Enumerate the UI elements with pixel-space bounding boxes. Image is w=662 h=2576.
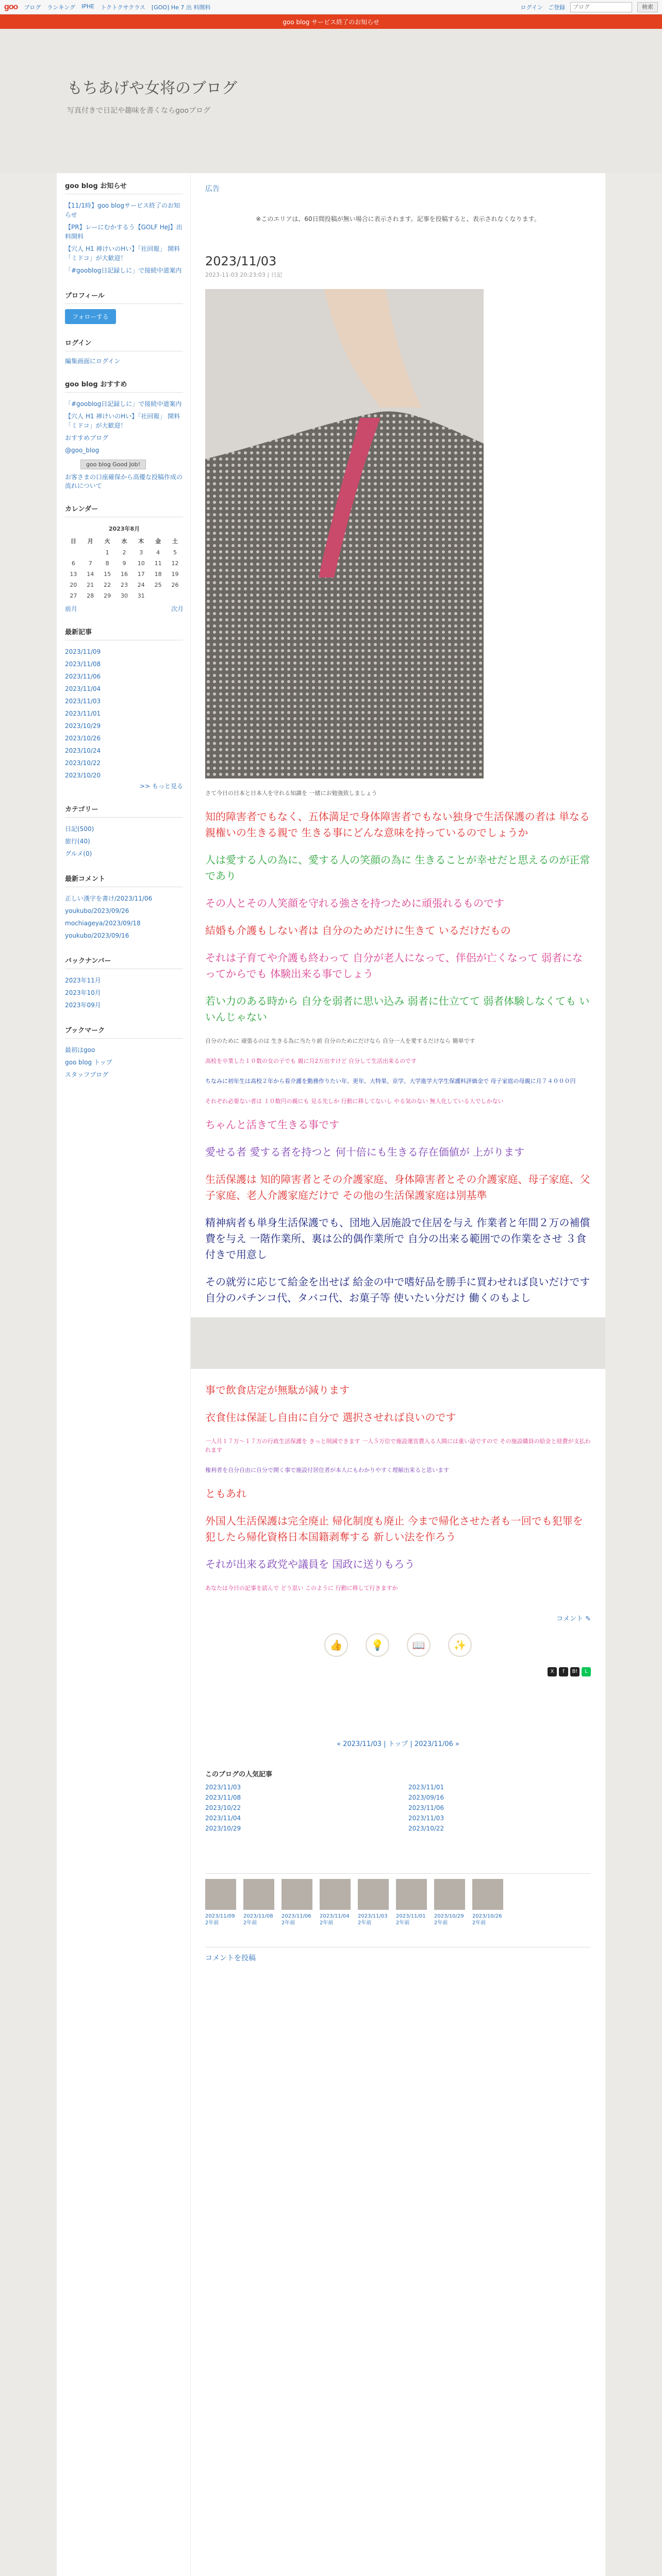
recent-post-link[interactable]: 2023/11/01 xyxy=(65,710,101,717)
recent-post-link[interactable]: 2023/11/08 xyxy=(65,660,101,668)
post-para: 外国人生活保護は完全廃止 帰化制度も廃止 今まで帰化させた者も一回でも犯罪を犯したら帰化資格日本国籍剥奪する 新しい法を作ろう xyxy=(205,1515,583,1544)
recommend-link[interactable]: おすすめブログ xyxy=(65,434,109,442)
calendar-body xyxy=(65,547,184,601)
notice-item-link[interactable]: 【PR】レーにむかするう【GOLF HeJ】出 料開料 xyxy=(65,224,183,240)
top-links xyxy=(24,3,210,11)
post-para: その就労に応じて給金を出せば 給金の中で嗜好品を勝手に買わせれば良いだけです 自分のパチンコ代、タバコ代、お菓子等 使いたい分だけ 働くのもよし xyxy=(205,1276,590,1304)
blog-header xyxy=(0,29,662,173)
sidebar xyxy=(57,173,191,2576)
recommend-item xyxy=(65,398,183,410)
latest-image-thumb[interactable] xyxy=(358,1879,389,1910)
recent-post-link[interactable]: 2023/11/06 xyxy=(65,673,101,680)
calendar-day[interactable]: 4 xyxy=(156,549,160,556)
latest-image-thumb[interactable] xyxy=(396,1879,427,1910)
post-intro: さて今日の日本と日本人を守れる知識を 一緒にお勉強致しましょう xyxy=(205,790,377,796)
top-right xyxy=(521,2,658,12)
share-facebook-icon[interactable]: f xyxy=(559,1667,568,1676)
main-content xyxy=(191,173,605,2576)
login-link[interactable]: ログイン xyxy=(520,4,543,11)
recommend-item xyxy=(65,432,183,444)
post-para: それぞれ必要ない者は １０数円の親にも 見る先しか 行動に移してないし やる気のない 無人化している人でしかない xyxy=(205,1098,504,1105)
calendar-section xyxy=(65,503,183,613)
content-wrap xyxy=(57,173,605,2576)
calendar-day[interactable]: 29 xyxy=(104,592,111,599)
latest-image-thumb[interactable] xyxy=(472,1879,503,1910)
popular-post-link[interactable]: 2023/09/16 xyxy=(408,1794,444,1802)
calendar-day[interactable]: 5 xyxy=(173,549,177,556)
latest-image-item[interactable] xyxy=(243,1879,274,1926)
share-hatena-icon[interactable]: B! xyxy=(570,1667,580,1676)
calendar-day[interactable]: 21 xyxy=(87,582,94,588)
ad-note: ※このエリアは、60日間投稿が無い場合に表示されます。記事を投稿すると、表示されなくなります。 xyxy=(256,215,540,223)
recent-post-link[interactable]: 2023/10/24 xyxy=(65,747,101,754)
post-para: それが出来る政党や議員を 国政に送りもろう xyxy=(205,1558,415,1571)
latest-image-label[interactable]: 2023/11/03 2年前 xyxy=(358,1913,388,1926)
latest-image-item[interactable] xyxy=(396,1879,427,1926)
latest-image-label[interactable]: 2023/10/29 2年前 xyxy=(434,1913,464,1926)
post-para: 高校を卒業した１０数の女の子でも 親に月2万出すけど 自分して生活出来るのです xyxy=(205,1058,417,1065)
notice-item[interactable] xyxy=(65,221,183,243)
post-para: ちゃんと活きて生きる事です xyxy=(205,1118,339,1131)
calendar-day[interactable]: 8 xyxy=(105,560,109,567)
cal-day: 火 xyxy=(104,538,110,545)
calendar-prev[interactable]: 前月 xyxy=(65,605,78,613)
popular-post-link[interactable]: 2023/11/03 xyxy=(205,1784,241,1791)
top-link-toku[interactable]: トクトクサクラス xyxy=(101,4,145,11)
calendar-day[interactable] xyxy=(167,590,184,601)
popular-list xyxy=(205,1784,591,1832)
category-section xyxy=(65,804,183,860)
latest-image-item[interactable] xyxy=(320,1879,351,1926)
profile-section xyxy=(65,290,183,324)
popular-title: このブログの人気記事 xyxy=(205,1771,273,1779)
comment-link-label[interactable]: コメント xyxy=(556,1615,583,1623)
service-notice-banner[interactable] xyxy=(0,14,662,29)
goodjob-badge[interactable]: goo blog Good Job! xyxy=(80,460,146,469)
top-bar xyxy=(0,0,662,14)
recommend-note-link[interactable]: お客さまの口座確保から高優な投稿作成の流れについて xyxy=(65,473,183,489)
recommend-link[interactable]: 「#gooblog日記録しに」で接続中道案内 xyxy=(65,400,182,408)
calendar xyxy=(65,522,184,601)
calendar-day[interactable]: 3 xyxy=(139,549,143,556)
popular-posts xyxy=(205,1769,591,1832)
notice-item-link[interactable]: 「#gooblog日記録しに」で接続中道案内 xyxy=(65,267,182,274)
popular-post-link[interactable]: 2023/11/01 xyxy=(408,1784,444,1791)
calendar-day[interactable]: 1 xyxy=(105,549,109,556)
reaction-suteki[interactable]: ✨ xyxy=(448,1633,472,1657)
calendar-day[interactable]: 22 xyxy=(104,582,111,588)
backnumber-link[interactable]: 2023年11月 xyxy=(65,977,101,984)
profile-title: プロフィール xyxy=(65,290,183,304)
calendar-next[interactable]: 次月 xyxy=(171,605,184,613)
gray-band xyxy=(191,1317,605,1369)
notice-section-title: goo blog お知らせ xyxy=(65,180,183,194)
recommend-link[interactable]: 【穴人 H1 禅けいのHい】「社回報」 開料「ミドコ」が大歓迎！ xyxy=(65,413,180,429)
recent-post-link[interactable]: 2023/11/09 xyxy=(65,648,101,655)
recommend-title: goo blog おすすめ xyxy=(65,379,183,393)
calendar-day[interactable]: 17 xyxy=(137,571,145,578)
cal-day: 水 xyxy=(121,538,127,545)
calendar-day[interactable]: 12 xyxy=(171,560,179,567)
post-para: ちなみに初年生は高校２年から看介護を勤務作りたい年、更年、大特果、京学、大学進学大学生保護料評価金で 母子家庭の母親に月７４０００円 xyxy=(205,1078,576,1085)
latest-image-thumb[interactable] xyxy=(205,1879,236,1910)
post-para: 一人月１７万〜１７万の行政生活保護を きっと削減できます 一人５万位で施設運営費入る人間には重い話ですので その施設職員の給金と経費が支払われます xyxy=(205,1438,591,1454)
notice-item[interactable] xyxy=(65,199,183,221)
post-para: それは子育てや介護も終わって 自分が老人になって、伴侶が亡くなって 弱者になってからでも 体験出来る事でしょう xyxy=(205,952,583,980)
comment-link[interactable]: youkubo/2023/09/26 xyxy=(65,907,129,914)
calendar-day[interactable]: 19 xyxy=(171,571,179,578)
calendar-day[interactable]: 14 xyxy=(87,571,94,578)
post-para: 知的障害者でもなく、五体満足で身体障害者でもない独身で生活保護の者は 単なる親権いの生きる親で 生きる事にどんな意味を持っているのでしょうか xyxy=(205,810,590,839)
comment-link[interactable]: コメント ✎ xyxy=(556,1615,591,1623)
login-section xyxy=(65,337,183,365)
latest-image-thumb[interactable] xyxy=(282,1879,312,1910)
post-para: 結婚も介護もしない者は 自分のためだけに生きて いるだけだもの xyxy=(205,924,511,937)
category-link[interactable]: 日記(500) xyxy=(65,825,94,833)
comment-post-heading[interactable]: コメントを投稿 xyxy=(205,1947,591,1963)
login-title: ログイン xyxy=(65,337,183,351)
popular-post-link[interactable]: 2023/10/29 xyxy=(205,1825,241,1833)
recent-more[interactable]: >> もっと見る xyxy=(140,783,183,790)
latest-image-label[interactable]: 2023/10/26 2年前 xyxy=(472,1913,502,1926)
comments-title: 最新コメント xyxy=(65,873,183,887)
latest-image-thumb[interactable] xyxy=(243,1879,274,1910)
cal-day: 金 xyxy=(155,538,161,545)
notice-text[interactable]: goo blog サービス終了のお知らせ xyxy=(283,18,379,26)
latest-image-item[interactable] xyxy=(358,1879,389,1926)
reaction-naruhodo[interactable]: 💡 xyxy=(366,1633,389,1657)
top-link-iphe[interactable]: IPHE xyxy=(81,3,95,10)
post-para: 愛せる者 愛する者を持つと 何十倍にも生きる存在価値が 上がります xyxy=(205,1146,525,1159)
blog-title[interactable]: もちあげや女将のブログ xyxy=(67,79,237,97)
bookmark-section xyxy=(65,1025,183,1081)
post-para: 精神病者も単身生活保護でも、団地入居施設で住居を与え 作業者と年間２万の補償費を与え 一階作業所、裏は公的偶作業所で 自分の出来る範囲での作業をさせ ３食付きで用意し xyxy=(205,1216,590,1261)
calendar-title: カレンダー xyxy=(65,503,183,517)
calendar-day[interactable]: 26 xyxy=(171,582,179,588)
ad-label[interactable]: 広告 xyxy=(205,185,220,193)
post-para: 生活保護は 知的障害者とその介護家庭、身体障害者とその介護家庭、母子家庭、父子家庭、老人介護家庭だけで その他の生活保護家庭は別基準 xyxy=(205,1173,590,1202)
recent-list xyxy=(65,646,183,782)
recent-post-link[interactable]: 2023/11/03 xyxy=(65,698,101,705)
kimono-photo[interactable] xyxy=(205,289,484,778)
share-buttons xyxy=(205,1667,591,1676)
notice-item-link[interactable]: 【11/1時】goo blogサービス終了のお知らせ xyxy=(65,202,180,218)
calendar-day[interactable] xyxy=(65,547,82,558)
calendar-day[interactable]: 6 xyxy=(71,560,75,567)
share-x-icon[interactable]: X xyxy=(548,1667,557,1676)
post-body xyxy=(205,789,591,1592)
post-date: 2023/11/03 xyxy=(205,254,277,268)
top-link-ranking[interactable]: ランキング xyxy=(47,4,75,11)
calendar-day[interactable]: 13 xyxy=(70,571,77,578)
comment-link[interactable]: youkubo/2023/09/16 xyxy=(65,932,129,939)
search-button[interactable]: 検索 xyxy=(637,2,658,12)
search-input[interactable] xyxy=(570,2,632,12)
comment-link[interactable]: 正しい漢字を書け/2023/11/06 xyxy=(65,895,153,902)
reaction-benkyou[interactable]: 📖 xyxy=(407,1633,431,1657)
post-para: その人とその人笑顔を守れる強さを持つために頑張れるものです xyxy=(205,897,504,910)
calendar-day[interactable]: 10 xyxy=(137,560,145,567)
post-para: 衣食住は保証し自由に自分で 選択させれば良いのです xyxy=(205,1411,456,1424)
bookmark-link[interactable]: 最初はgoo xyxy=(65,1046,95,1054)
calendar-day[interactable]: 30 xyxy=(120,592,128,599)
backnumber-link[interactable]: 2023年10月 xyxy=(65,989,101,996)
latest-image-label[interactable]: 2023/11/08 2年前 xyxy=(243,1913,273,1926)
popular-post-link[interactable]: 2023/10/22 xyxy=(205,1804,241,1812)
post-para: 権利者を自分自由に自分で開く事で施設付居住者が本人にもわかりやすく理解出来ると思います xyxy=(205,1467,449,1474)
recent-section xyxy=(65,626,183,790)
goo-logo[interactable]: goo xyxy=(4,2,18,11)
recent-post-link[interactable]: 2023/10/22 xyxy=(65,759,101,767)
share-line-icon[interactable]: L xyxy=(582,1667,591,1676)
post-para: ともあれ xyxy=(205,1487,246,1500)
calendar-day[interactable]: 31 xyxy=(137,592,145,599)
backnumber-section xyxy=(65,955,183,1011)
latest-image-item[interactable] xyxy=(205,1879,236,1926)
category-title: カテゴリー xyxy=(65,804,183,818)
recent-post-link[interactable]: 2023/11/04 xyxy=(65,685,101,692)
popular-post-link[interactable]: 2023/11/03 xyxy=(408,1815,444,1822)
category-link[interactable]: 旅行(40) xyxy=(65,838,90,845)
calendar-day[interactable]: 16 xyxy=(120,571,128,578)
calendar-day[interactable] xyxy=(150,590,167,601)
latest-image-label[interactable]: 2023/11/04 2年前 xyxy=(320,1913,350,1926)
blog-subtitle: 写真付きで日記や趣味を書くならgooブログ xyxy=(67,107,211,115)
recent-post-link[interactable]: 2023/10/26 xyxy=(65,735,101,742)
latest-image-thumb[interactable] xyxy=(434,1879,465,1910)
post-para: あなたは今日の記事を読んで どう思い このように 行動に移して行きますか xyxy=(205,1585,398,1592)
backnumber-title: バックナンバー xyxy=(65,955,183,969)
category-link[interactable]: グルメ(0) xyxy=(65,850,92,857)
latest-image-label[interactable]: 2023/11/09 2年前 xyxy=(205,1913,235,1926)
calendar-day[interactable]: 15 xyxy=(104,571,111,578)
notice-item[interactable] xyxy=(65,243,183,264)
post-meta[interactable]: 2023-11-03 20:23:03 | 日記 xyxy=(205,272,283,278)
recommend-link[interactable]: @goo_blog xyxy=(65,447,100,454)
popular-post-link[interactable]: 2023/10/22 xyxy=(408,1825,444,1833)
post-para: 事で飲食店定が無駄が減ります xyxy=(205,1384,350,1397)
calendar-day[interactable] xyxy=(82,547,99,558)
latest-image-label[interactable]: 2023/11/01 2年前 xyxy=(396,1913,426,1926)
cal-day: 月 xyxy=(87,538,93,545)
calendar-day[interactable]: 2 xyxy=(122,549,126,556)
post-para: 若い力のある時から 自分を弱者に思い込み 弱者に仕立てて 弱者体験しなくても いいんじゃない xyxy=(205,995,590,1024)
reaction-like[interactable]: 👍 xyxy=(324,1633,348,1657)
bookmark-link[interactable]: goo blog トップ xyxy=(65,1059,112,1066)
latest-image-item[interactable] xyxy=(434,1879,465,1926)
latest-image-thumb[interactable] xyxy=(320,1879,351,1910)
cal-day: 木 xyxy=(138,538,144,545)
bookmark-link[interactable]: スタッフブログ xyxy=(65,1071,109,1078)
reactions xyxy=(205,1633,591,1657)
calendar-day[interactable]: 9 xyxy=(122,560,126,567)
calendar-day[interactable]: 28 xyxy=(87,592,94,599)
recent-post-link[interactable]: 2023/10/20 xyxy=(65,772,101,779)
cal-day: 日 xyxy=(70,538,76,545)
latest-image-item[interactable] xyxy=(282,1879,312,1926)
kimono-photo-graphic xyxy=(205,289,484,778)
post-para: 自分のために 頑張るのは 生きる為に当たり前 自分のためにだけなら 自分一人を愛するだけなら 簡単です xyxy=(205,1038,475,1045)
latest-image-item[interactable] xyxy=(472,1879,503,1926)
calendar-day[interactable]: 25 xyxy=(154,582,162,588)
edit-login-link[interactable]: 編集画面にログイン xyxy=(65,358,121,365)
post-para: 人は愛する人の為に、愛する人の笑顔の為に 生きることが幸せだと思えるのが正常であり xyxy=(205,854,590,883)
recommend-section xyxy=(65,379,183,490)
notice-section xyxy=(65,180,183,277)
calendar-day[interactable]: 11 xyxy=(154,560,162,567)
calendar-day[interactable]: 7 xyxy=(88,560,92,567)
calendar-month: 2023年8月 xyxy=(108,526,140,532)
top-link-goo[interactable]: [GOO] He 7 出 料開料 xyxy=(151,4,211,11)
calendar-day[interactable]: 18 xyxy=(154,571,162,578)
recommend-item xyxy=(65,410,183,432)
popular-post-link[interactable]: 2023/11/06 xyxy=(408,1804,444,1812)
notice-item[interactable] xyxy=(65,264,183,277)
cal-day: 土 xyxy=(172,538,178,545)
post-pager[interactable]: « 2023/11/03 | トップ | 2023/11/06 » xyxy=(337,1740,459,1749)
popular-post-link[interactable]: 2023/11/08 xyxy=(205,1794,241,1802)
comments-section xyxy=(65,873,183,942)
popular-post-link[interactable]: 2023/11/04 xyxy=(205,1815,241,1822)
latest-images xyxy=(205,1873,591,1926)
signup-link[interactable]: ご登録 xyxy=(548,4,565,11)
recent-title: 最新記事 xyxy=(65,626,183,640)
recommend-item xyxy=(65,444,183,456)
bookmark-title: ブックマーク xyxy=(65,1025,183,1039)
calendar-day[interactable]: 24 xyxy=(137,582,145,588)
follow-button[interactable]: フォローする xyxy=(65,309,116,324)
calendar-day[interactable]: 20 xyxy=(70,582,77,588)
recent-post-link[interactable]: 2023/10/29 xyxy=(65,722,101,730)
latest-image-label[interactable]: 2023/11/06 2年前 xyxy=(282,1913,311,1926)
top-link-blog[interactable]: ブログ xyxy=(24,4,41,11)
calendar-day[interactable]: 23 xyxy=(120,582,128,588)
backnumber-link[interactable]: 2023年09月 xyxy=(65,1002,101,1009)
notice-item-link[interactable]: 【穴人 H1 禅けいのHい】「社回報」 開料「ミドコ」が大歓迎！ xyxy=(65,245,180,262)
calendar-day[interactable]: 27 xyxy=(70,592,77,599)
comment-link[interactable]: mochiageya/2023/09/18 xyxy=(65,920,141,927)
